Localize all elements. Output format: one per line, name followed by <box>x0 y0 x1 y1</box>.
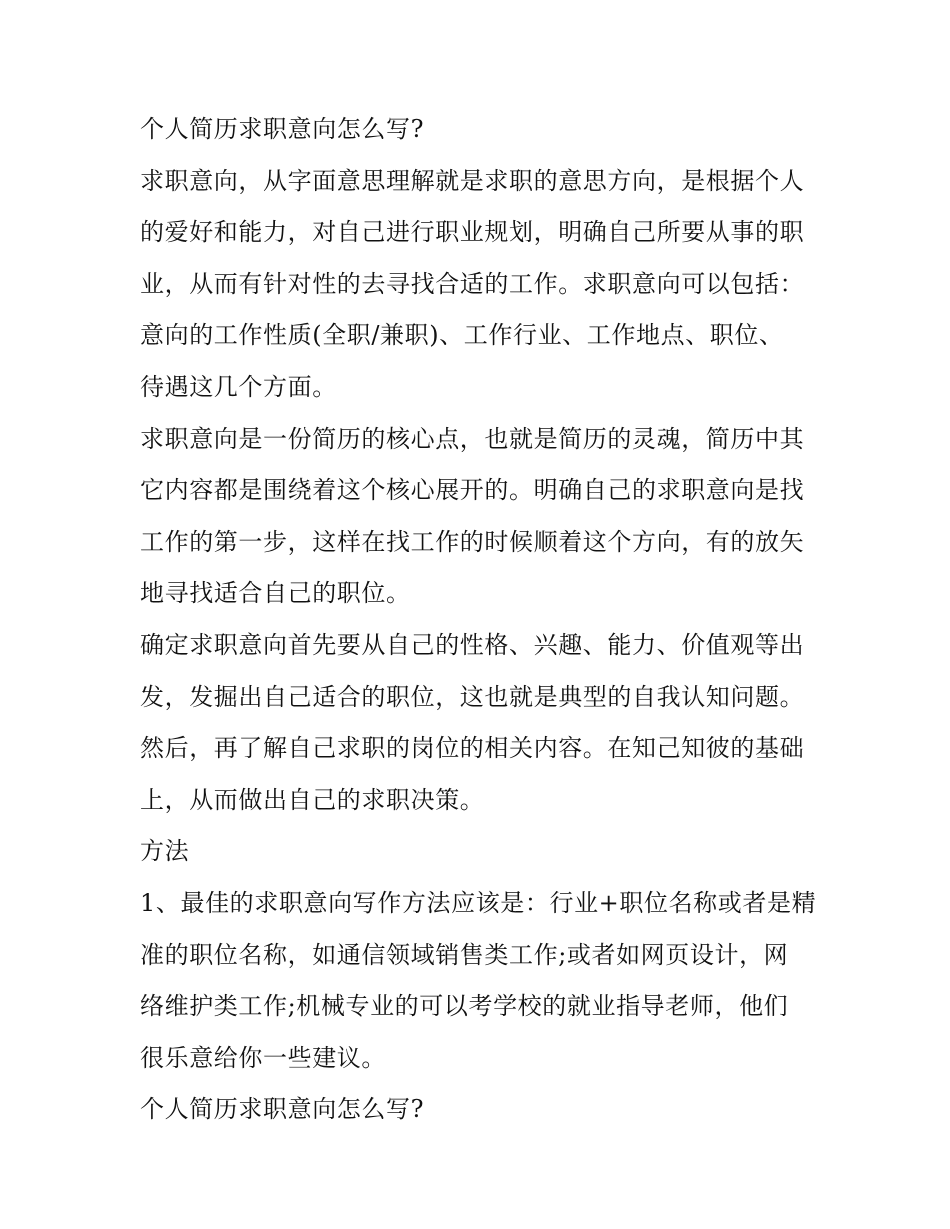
paragraph-line: 的爱好和能力，对自己进行职业规划，明确自己所要从事的职 <box>140 218 805 247</box>
paragraph-line: 发，发掘出自己适合的职位，这也就是典型的自我认知问题。 <box>140 682 805 711</box>
paragraph-line: 确定求职意向首先要从自己的性格、兴趣、能力、价值观等出 <box>140 630 805 659</box>
heading-line: 个人简历求职意向怎么写? <box>140 115 425 143</box>
paragraph-line: 很乐意给你一些建议。 <box>140 1043 386 1072</box>
paragraph-line: 络维护类工作;机械专业的可以考学校的就业指导老师，他们 <box>140 992 789 1021</box>
paragraph-line: 求职意向是一份简历的核心点，也就是简历的灵魂，简历中其 <box>140 424 805 453</box>
document-body <box>140 104 820 1136</box>
paragraph-line: 业，从而有针对性的去寻找合适的工作。求职意向可以包括： <box>140 269 805 298</box>
paragraph-line: 待遇这几个方面。 <box>140 372 337 401</box>
paragraph-line: 1、最佳的求职意向写作方法应该是：行业+职位名称或者是精 <box>140 888 817 917</box>
paragraph-line: 上，从而做出自己的求职决策。 <box>140 785 485 814</box>
heading-line: 个人简历求职意向怎么写? <box>140 1095 425 1124</box>
paragraph-line: 工作的第一步，这样在找工作的时候顺着这个方向，有的放矢 <box>140 527 805 556</box>
paragraph-line: 准的职位名称，如通信领域销售类工作;或者如网页设计，网 <box>140 940 789 969</box>
paragraph-line: 然后，再了解自己求职的岗位的相关内容。在知己知彼的基础 <box>140 734 805 763</box>
section-heading-line: 方法 <box>140 837 190 866</box>
paragraph-line: 求职意向，从字面意思理解就是求职的意思方向，是根据个人 <box>140 166 805 195</box>
paragraph-line: 它内容都是围绕着这个核心展开的。明确自己的求职意向是找 <box>140 476 805 505</box>
paragraph-line: 地寻找适合自己的职位。 <box>140 579 411 608</box>
paragraph-line: 意向的工作性质(全职/兼职)、工作行业、工作地点、职位、 <box>140 321 784 350</box>
